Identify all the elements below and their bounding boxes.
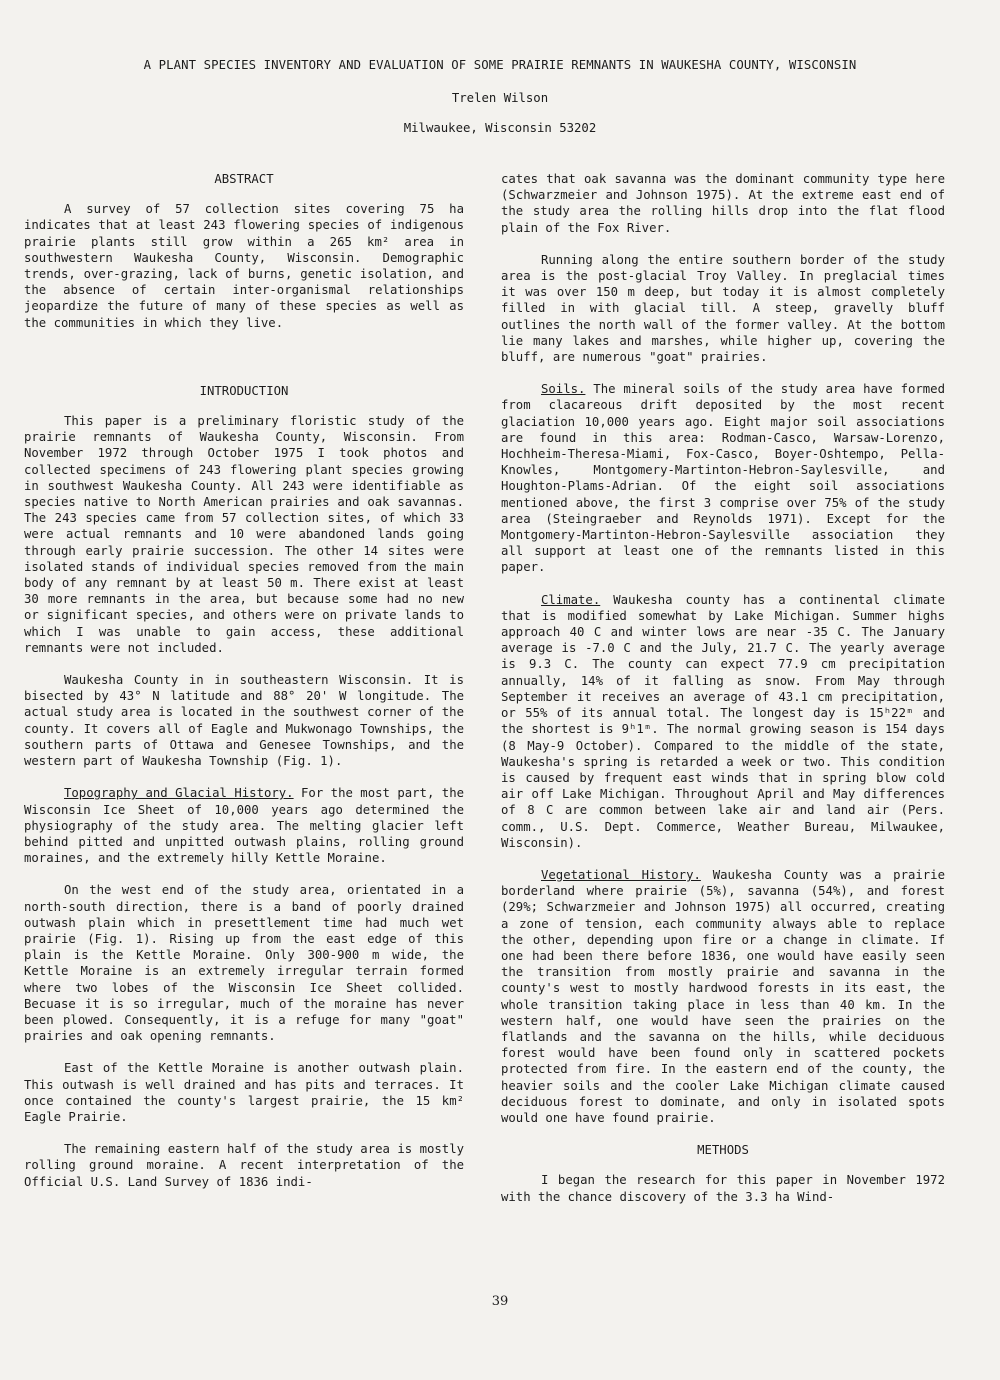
page-number: 39 <box>491 1294 509 1309</box>
topography-subheading: Topography and Glacial History. <box>64 786 294 801</box>
author-name: Trelen Wilson <box>451 91 549 105</box>
climate-text: Waukesha county has a continental climate that is modified somewhat by Lake Michigan. Summer highs approach 40 C and winter lows are near -35 C. The January average is -7.0 C and the July, 21.7 C. The yearly average is 9.3 C. The county can expect 77.9 cm precipitation annually, 14% of it falling as snow. From May through September it receives an average of 43.1 cm precipitation, or 55% of its annual total. The longest day is 15ʰ22ᵐ and the shortest is 9ʰ1ᵐ. The normal growing season is 154 days (8 May-9 October). Compared to the middle of the state, Waukesha's spring is retarded a week or two. This condition is caused by frequent east winds that in spring blow cold air off Lake Michigan. Throughout April and May differences of 8 C are common between lake air and land air (Pers. comm., U.S. Dept. Commerce, Weather Bureau, Milwaukee, Wisconsin). <box>501 592 945 850</box>
methods-heading: METHODS <box>697 1143 749 1158</box>
right-column <box>501 171 945 1205</box>
vegetational-history-paragraph <box>501 867 945 1126</box>
paper-title: A PLANT SPECIES INVENTORY AND EVALUATION OF SOME PRAIRIE REMNANTS IN WAUKESHA COUNTY, WISCONSIN <box>143 58 857 72</box>
left-column <box>24 171 464 1190</box>
intro-paragraph-2: Waukesha County in in southeastern Wisconsin. It is bisected by 43° N latitude and 88° 20' W longitude. The actual study area is located in the southwest corner of the county. It covers all of Eagle and Mukwonago Townships, the southern parts of Ottawa and Genesee Townships, and the western part of Waukesha Township (Fig. 1). <box>24 673 464 769</box>
introduction-heading: INTRODUCTION <box>199 383 289 398</box>
continued-paragraph: cates that oak savanna was the dominant community type here (Schwarzmeier and Johnson 1975). At the extreme east end of the study area the rolling hills drop into the flat flood plain of the Fox River. <box>501 172 945 235</box>
vegetational-history-text: Waukesha County was a prairie borderland where prairie (5%), savanna (54%), and forest (29%; Schwarzmeier and Johnson 1975) all occurred, creating a zone of tension, each community always able to replace the other, depending upon fire or a change in climate. If one had been there before 1836, one would have easily seen the transition from mostly prairie and savanna in the county's west to mostly hardwood forests in its east, the whole transition taking place in less than 40 km. In the western half, one would have seen the prairies on the flatlands and the savanna on the hills, while deciduous forest would have been found only in scattered pockets protected from fire. In the eastern end of the county, the heavier soils and the cooler Lake Michigan climate caused deciduous forest to dominate, and only in isolated spots would one have found prairie. <box>501 867 945 1125</box>
soils-paragraph <box>501 381 945 575</box>
west-end-paragraph: On the west end of the study area, orientated in a north-south direction, there is a band of poorly drained outwash plain which in presettlement time had much wet prairie (Fig. 1). Rising up from the east edge of this plain is the Kettle Moraine. Only 300-900 m wide, the Kettle Moraine is an extremely irregular terrain formed where two lobes of the Wisconsin Ice Sheet collided. Becuase it is so irregular, much of the moraine has never been plowed. Consequently, it is a refuge for many "goat" prairies and oak opening remnants. <box>24 883 464 1044</box>
topography-paragraph <box>24 785 464 866</box>
climate-subheading: Climate. <box>541 592 601 607</box>
vegetational-history-subheading: Vegetational History. <box>541 867 701 882</box>
eastern-half-paragraph: The remaining eastern half of the study area is mostly rolling ground moraine. A recent interpretation of the Official U.S. Land Survey of 1836 indi- <box>24 1142 464 1189</box>
abstract-heading: ABSTRACT <box>214 172 274 186</box>
climate-paragraph <box>501 592 945 851</box>
east-outwash-paragraph: East of the Kettle Moraine is another outwash plain. This outwash is well drained and has pits and terraces. It once contained the county's largest prairie, the 15 km² Eagle Prairie. <box>24 1061 464 1124</box>
author-affiliation: Milwaukee, Wisconsin 53202 <box>403 121 597 135</box>
soils-text: The mineral soils of the study area have formed from clacareous drift deposited by the most recent glaciation 10,000 years ago. Eight major soil associations are found in this area: Rodman-Casco, Warsaw-Lorenzo, Hochheim-Theresa-Miami, Fox-Casco, Boyer-Oshtempo, Pella-Knowles, Montgomery-Martinton-Hebron-Saylesville, and Houghton-Plams-Adrian. Of the eight soil associations mentioned above, the first 3 comprise over 75% of the study area (Steingraeber and Reynolds 1971). Except for the Montgomery-Martinton-Hebron-Saylesville association they all support at least one of the remnants listed in this paper. <box>501 382 945 575</box>
abstract-paragraph: A survey of 57 collection sites covering 75 ha indicates that at least 243 flowering species of indigenous prairie plants still grow within a 265 km² area in southwestern Waukesha County, Wisconsin. Demographic trends, over-grazing, lack of burns, genetic isolation, and the absence of certain inter-organismal relationships jeopardize the future of many of these species as well as the communities in which they live. <box>24 202 464 330</box>
intro-paragraph-1: This paper is a preliminary floristic study of the prairie remnants of Waukesha County, Wisconsin. From November 1972 through October 1975 I took photos and collected specimens of 243 flowering plant species growing in southwest Waukesha County. All 243 were identifiable as species native to North American prairies and oak savannas. The 243 species came from 57 collection sites, of which 33 were actual remnants and 10 were abandoned lands going through early prairie succession. The other 14 sites were isolated stands of individual species removed from the main body of any remnant by at least 50 m. There exist at least 30 more remnants in the area, but because some had no new or significant species, and others were on private lands to which I was unable to gain access, these additional remnants were not included. <box>24 414 464 655</box>
topography-text: For the most part, the Wisconsin Ice Sheet of 10,000 years ago determined the physiography of the study area. The melting glacier left behind pitted and unpitted outwash plains, rolling ground moraines, and the extremely hilly Kettle Moraine. <box>24 786 465 866</box>
troy-valley-paragraph: Running along the entire southern border of the study area is the post-glacial Troy Valley. In preglacial times it was over 150 m deep, but today it is almost completely filled in with glacial till. A steep, gravelly bluff outlines the north wall of the former valley. At the bottom lie many lakes and marshes, while higher up, covering the bluff, are numerous "goat" prairies. <box>501 252 945 365</box>
methods-paragraph: I began the research for this paper in November 1972 with the chance discovery of the 3.3 ha Wind- <box>501 1173 945 1204</box>
soils-subheading: Soils. <box>541 382 586 397</box>
